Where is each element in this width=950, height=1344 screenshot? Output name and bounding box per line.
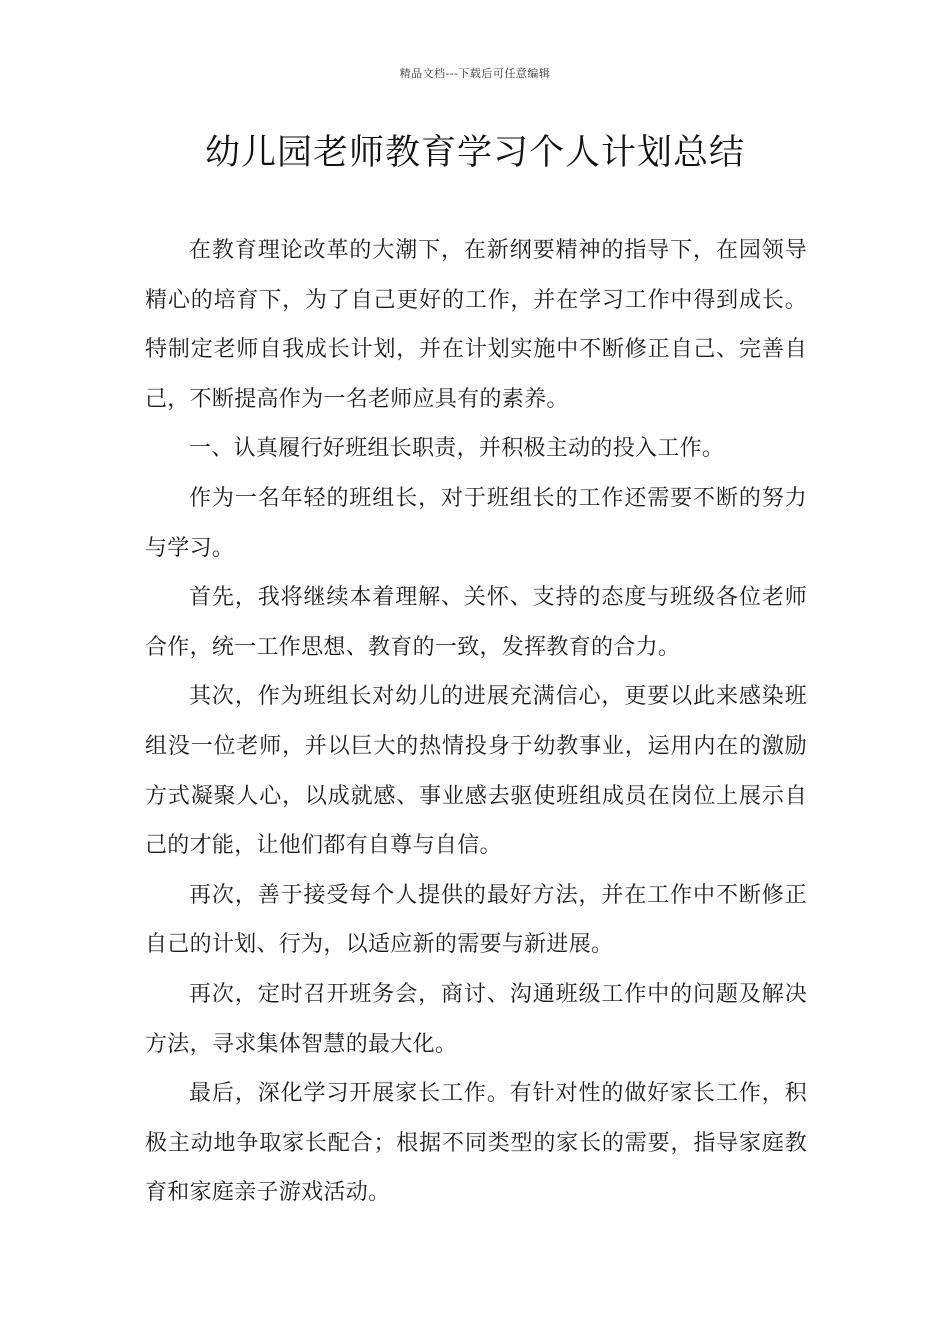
paragraph-fourth: 再次，定时召开班务会，商讨、沟通班级工作中的问题及解决方法，寻求集体智慧的最大化。 [145,981,807,1057]
paragraph-section-heading: 一、认真履行好班组长职责，并积极主动的投入工作。 [189,436,725,462]
paragraph-last: 最后，深化学习开展家长工作。有针对性的做好家长工作，积极主动地争取家长配合；根据不同类型的家长的需要，指导家庭教育和家庭亲子游戏活动。 [145,1081,807,1206]
paragraph-second: 其次，作为班组长对幼儿的进展充满信心，更要以此来感染班组没一位老师，并以巨大的热情投身于幼教事业，运用内在的激励方式凝聚人心，以成就感、事业感去驱使班组成员在岗位上展示自己的才能，让他们都有自尊与自信。 [145,684,807,859]
paragraph-role: 作为一名年轻的班组长，对于班组长的工作还需要不断的努力与学习。 [145,485,807,561]
document-body [145,226,807,1218]
paragraph-intro: 在教育理论改革的大潮下，在新纲要精神的指导下，在园领导精心的培育下，为了自己更好的工作，并在学习工作中得到成长。特制定老师自我成长计划，并在计划实施中不断修正自己、完善自己，不断提高作为一名老师应具有的素养。 [145,238,807,412]
paragraph-third: 再次，善于接受每个人提供的最好方法，并在工作中不断修正自己的计划、行为，以适应新的需要与新进展。 [145,882,807,958]
header-note: 精品文档---下载后可任意编辑 [399,67,551,80]
document-title: 幼儿园老师教育学习个人计划总结 [204,133,745,173]
paragraph-first: 首先，我将继续本着理解、关怀、支持的态度与班级各位老师合作，统一工作思想、教育的一致，发挥教育的合力。 [145,585,807,660]
